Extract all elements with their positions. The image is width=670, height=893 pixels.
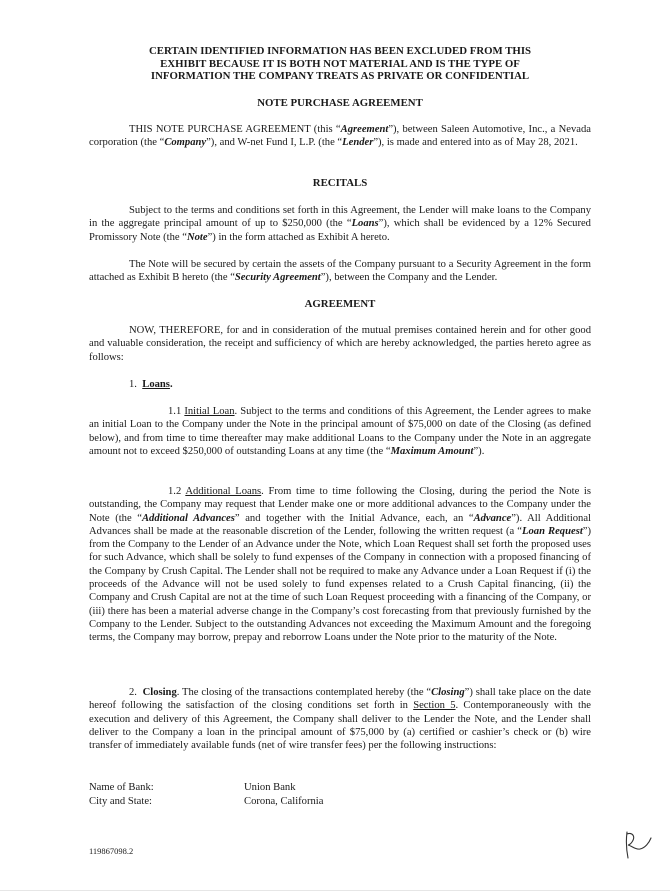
s1-2-text-3: ”). All Additional Advances shall be made at the reasonable discretion of the Lender, following the written request (a “ bbox=[89, 512, 591, 537]
section-5-reference: Section 5 bbox=[413, 700, 456, 712]
now-therefore-paragraph: NOW, THEREFORE, for and in consideration of the mutual premises contained herein and for other good and valuable consideration, the receipt and sufficiency of which are hereby acknowledged, the parties hereto agree as follows: bbox=[89, 325, 591, 363]
section-1-1-title: Initial Loan bbox=[184, 406, 235, 417]
bank-city-label: City and State: bbox=[89, 796, 152, 807]
recital-paragraph-1 bbox=[89, 204, 591, 244]
section-1-period: . bbox=[169, 379, 173, 390]
s1-1-text-2: ”). bbox=[473, 445, 485, 457]
page-bottom-edge bbox=[0, 890, 670, 891]
defined-term-maximum-amount: Maximum Amount bbox=[390, 445, 474, 457]
handwritten-initials-icon bbox=[618, 826, 654, 862]
defined-term-company: Company bbox=[164, 137, 207, 149]
defined-term-closing: Closing bbox=[431, 687, 465, 698]
defined-term-loan-request: Loan Request bbox=[522, 525, 583, 537]
header-line-3: INFORMATION THE COMPANY TREATS AS PRIVATE OR CONFIDENTIAL bbox=[150, 70, 530, 83]
agreement-heading: AGREEMENT bbox=[304, 298, 376, 310]
section-1-title: Loans bbox=[142, 379, 170, 390]
recital2-text-2: ”), between the Company and the Lender. bbox=[320, 272, 498, 284]
recital1-text-2: ”), which shall be evidenced by a 12% Secured Promissory Note (the “ bbox=[89, 218, 591, 243]
intro-text-4: ”), is made and entered into as of May 28, 2021. bbox=[373, 137, 578, 149]
recital2-text-1: The Note will be secured by certain the assets of the Company pursuant to a Security Agreement in the form attached as Exhibit B hereto (the “ bbox=[89, 259, 591, 284]
intro-text-2: ”), between Saleen Automotive, Inc., a Nevada corporation (the “ bbox=[89, 124, 591, 149]
intro-text-1: THIS NOTE PURCHASE AGREEMENT (this “ bbox=[129, 124, 341, 135]
section-2-title: Closing bbox=[142, 687, 177, 698]
defined-term-note: Note bbox=[186, 231, 208, 243]
recital1-text-3: ”) in the form attached as Exhibit A hereto. bbox=[207, 231, 390, 243]
recital1-text-1: Subject to the terms and conditions set forth in this Agreement, the Lender will make loans to the Company in the aggregate principal amount of up to $250,000 (the “ bbox=[89, 205, 591, 230]
s2-text-1: . The closing of the transactions contemplated hereby (the “ bbox=[176, 687, 432, 698]
section-1-1-paragraph bbox=[89, 405, 591, 458]
defined-term-security-agreement: Security Agreement bbox=[234, 272, 321, 284]
s1-2-text-1: . From time to time following the Closing, during the period the Note is outstanding, the Company may request that Lender make one or more additional advances to the Company under the Note (the “ bbox=[89, 486, 591, 524]
section-1-number: 1. bbox=[129, 379, 137, 390]
section-1-2-number: 1.2 bbox=[168, 486, 182, 497]
intro-paragraph bbox=[89, 123, 591, 150]
section-2-paragraph bbox=[89, 686, 591, 752]
intro-text-3: ”), and W-net Fund I, L.P. (the “ bbox=[206, 137, 343, 149]
confidentiality-header bbox=[120, 45, 560, 83]
defined-term-additional-advances: Additional Advances bbox=[141, 512, 235, 524]
header-line-1: CERTAIN IDENTIFIED INFORMATION HAS BEEN EXCLUDED FROM THIS bbox=[148, 45, 532, 57]
section-1-2-paragraph bbox=[89, 485, 591, 645]
defined-term-advance: Advance bbox=[473, 512, 512, 524]
s1-1-text-1: . Subject to the terms and conditions of this Agreement, the Lender agrees to make an initial Loan to the Company under the Note in the principal amount of $75,000 on date of the Closing (as defined below), and from time to time thereafter may make additional Loans to the Company under the Note in an aggregate amount not to exceed $250,000 of outstanding Loans at any time (the “ bbox=[89, 406, 591, 457]
defined-term-agreement: Agreement bbox=[340, 124, 389, 135]
document-title: NOTE PURCHASE AGREEMENT bbox=[257, 97, 423, 109]
section-1-heading bbox=[89, 378, 591, 391]
s1-2-text-2: ” and together with the Initial Advance, each, an “ bbox=[234, 512, 474, 524]
recital-paragraph-2 bbox=[89, 258, 591, 285]
defined-term-loans: Loans bbox=[351, 218, 379, 230]
s1-2-text-4: ”) from the Company to the Lender of an Advance under the Note, which Loan Request shall set forth the proposed uses for such Advance, which shall be solely to fund expenses of the Company in connection with a proposed financing of the Company by Crush Capital. The Lender shall not be required to make any Advance under a Loan Request if (i) the proceeds of the Advance will not be used solely to fund expenses related to a Crush Capital financing, (ii) the Company and Crush Capital are not at the time of such Loan Request proceeding with a financing of the Company, or (iii) there has been a material adverse change in the Company’s cost forecasting from that previously furnished by the Company to the Lender. Subject to the outstanding Advances not exceeding the Maximum Amount and the foregoing terms, the Company may borrow, prepay and reborrow Loans under the Note prior to the maturity of the Note. bbox=[89, 525, 591, 644]
bank-name-label: Name of Bank: bbox=[89, 782, 154, 793]
recitals-heading: RECITALS bbox=[312, 177, 368, 189]
bank-name-value: Union Bank bbox=[244, 782, 296, 793]
section-2-number: 2. bbox=[129, 687, 137, 698]
document-id: 119867098.2 bbox=[89, 846, 134, 856]
s2-text-3: . Contemporaneously with the execution and delivery of this Agreement, the Company shall deliver to the Lender the Note, and the Lender shall deliver to the Company a loan in the principal amount of $75,000 by (a) certified or cashier’s check or (b) wire transfer of immediately available funds (net of wire transfer fees) per the following instructions: bbox=[89, 700, 591, 752]
section-1-2-title: Additional Loans bbox=[185, 486, 262, 497]
header-line-2: EXHIBIT BECAUSE IT IS BOTH NOT MATERIAL AND IS THE TYPE OF bbox=[160, 57, 520, 70]
section-1-1-number: 1.1 bbox=[168, 406, 182, 417]
defined-term-lender: Lender bbox=[342, 137, 374, 149]
s2-text-2: ”) shall take place on the date hereof following the satisfaction of the closing conditions set forth in bbox=[89, 687, 591, 712]
bank-city-value: Corona, California bbox=[244, 796, 324, 807]
